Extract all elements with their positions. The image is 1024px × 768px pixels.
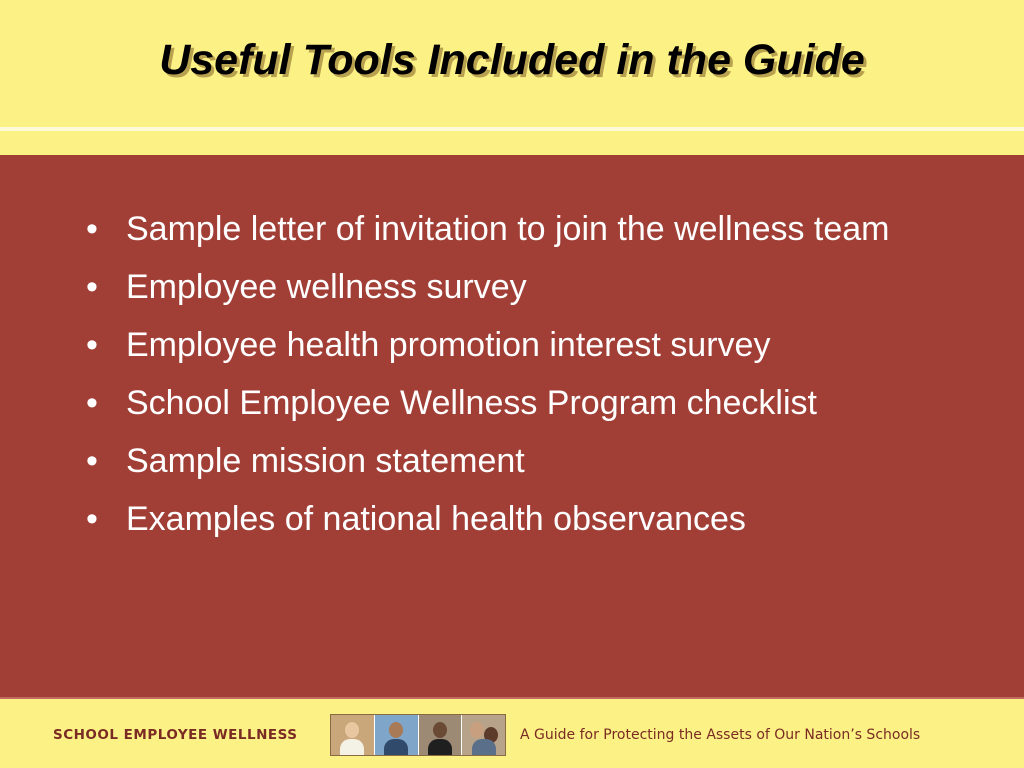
- bullet-item: [86, 264, 966, 310]
- bullet-glyph: •: [86, 326, 98, 364]
- slide-title: Useful Tools Included in the Guide: [159, 36, 865, 84]
- bullet-item: [86, 438, 966, 484]
- photo-teacher: [331, 715, 375, 755]
- bullet-text: School Employee Wellness Program checklist: [126, 384, 817, 422]
- photo-woman: [419, 715, 463, 755]
- bullet-item: [86, 206, 966, 252]
- bullet-item: [86, 380, 966, 426]
- footer-program-name: SCHOOL EMPLOYEE WELLNESS: [53, 727, 298, 743]
- bullet-glyph: •: [86, 268, 98, 306]
- bullet-text: Sample letter of invitation to join the wellness team: [126, 210, 890, 248]
- photo-man: [375, 715, 419, 755]
- bullet-glyph: •: [86, 384, 98, 422]
- bullet-text: Sample mission statement: [126, 442, 525, 480]
- footer-photo-strip: [330, 714, 506, 756]
- bullet-text: Examples of national health observances: [126, 500, 746, 538]
- bullet-glyph: •: [86, 500, 98, 538]
- photo-couple: [462, 715, 505, 755]
- footer-guide-subtitle: A Guide for Protecting the Assets of Our Nation’s Schools: [520, 727, 921, 743]
- footer-band: [0, 699, 1024, 768]
- bullet-item: [86, 322, 966, 368]
- bullet-list: [86, 206, 966, 554]
- bullet-item: [86, 496, 966, 542]
- bullet-glyph: •: [86, 442, 98, 480]
- bullet-text: Employee health promotion interest survey: [126, 326, 771, 364]
- bullet-glyph: •: [86, 210, 98, 248]
- title-lower-band: [0, 131, 1024, 155]
- bullet-text: Employee wellness survey: [126, 268, 527, 306]
